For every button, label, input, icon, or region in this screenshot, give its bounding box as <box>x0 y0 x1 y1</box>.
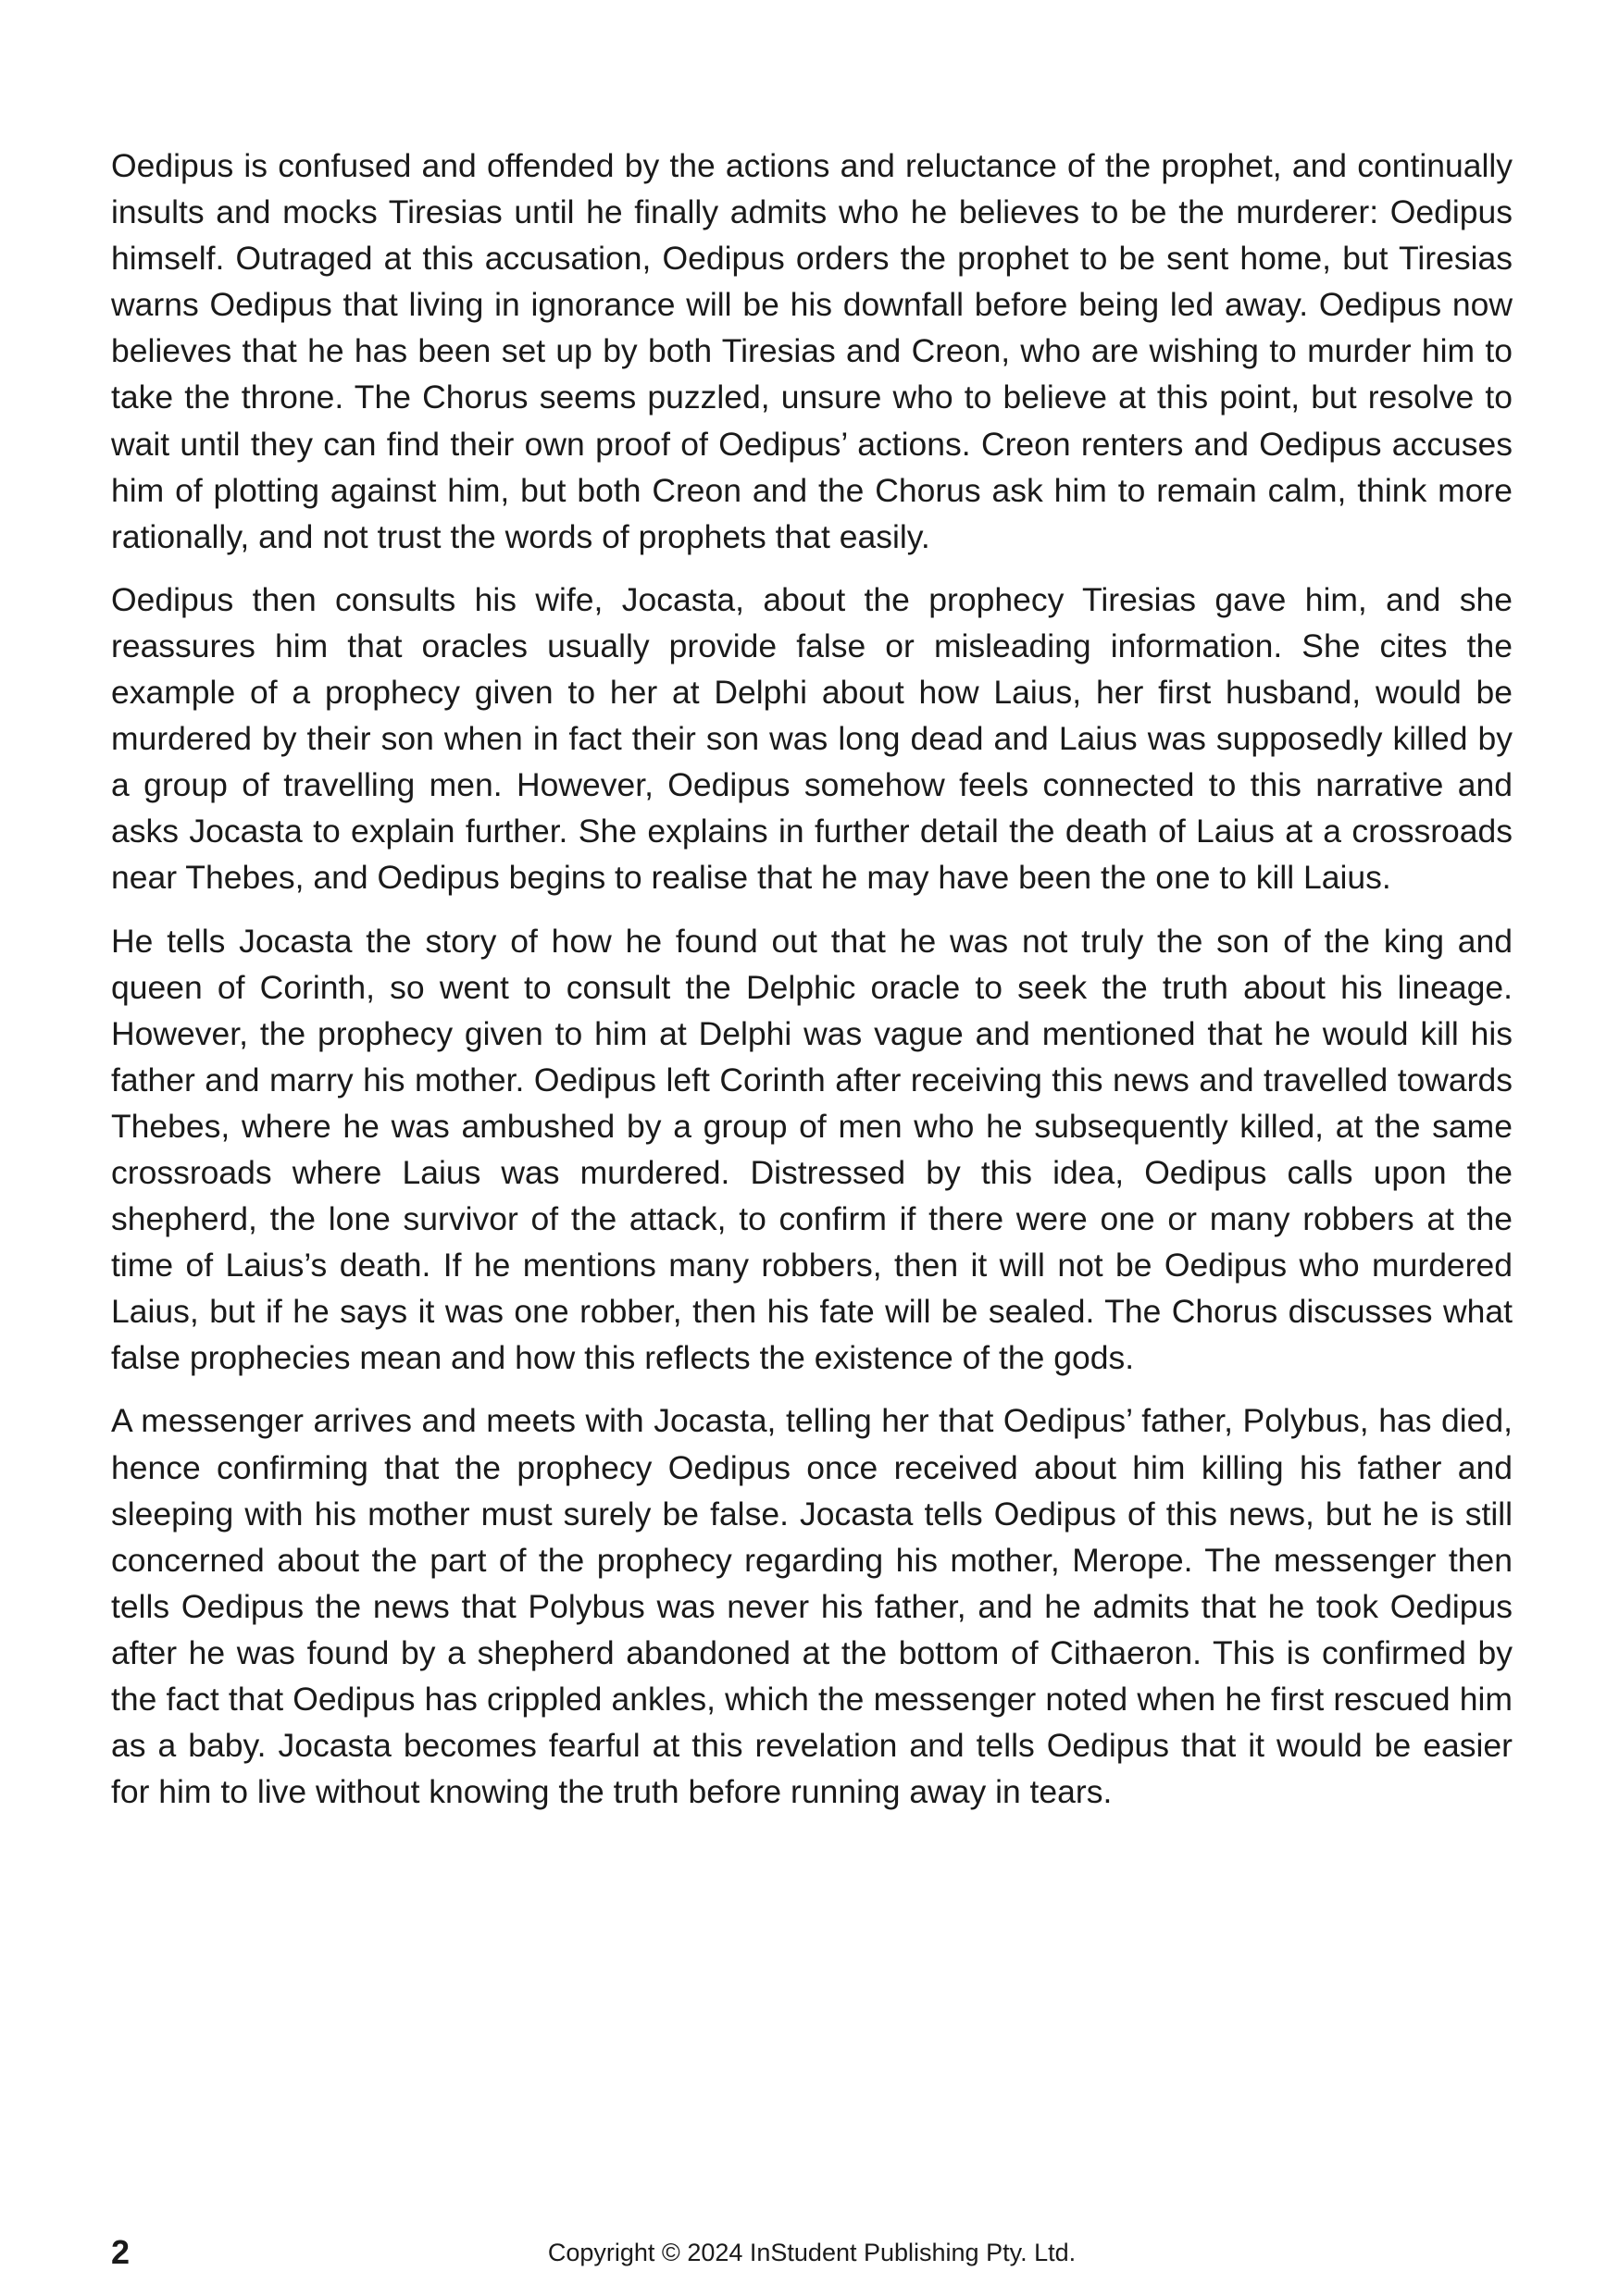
paragraph-oedipus-story: He tells Jocasta the story of how he found out that he was not truly the son of the king and queen of Corinth, so went to consult the Delphic oracle to seek the truth about his lineage. However, the prophecy given to him at Delphi was vague and mentioned that he would kill his father and marry his mother. Oedipus left Corinth after receiving this news and travelled towards Thebes, where he was ambushed by a group of men who he subsequently killed, at the same crossroads where Laius was murdered. Distressed by this idea, Oedipus calls upon the shepherd, the lone survivor of the attack, to confirm if there were one or many robbers at the time of Laius’s death. If he mentions many robbers, then it will not be Oedipus who murdered Laius, but if he says it was one robber, then his fate will be sealed. The Chorus discusses what false prophecies mean and how this reflects the existence of the gods. <box>111 922 1513 1377</box>
paragraph-jocasta-reassurance: Oedipus then consults his wife, Jocasta, about the prophecy Tiresias gave him, and she reassures him that oracles usually provide false or misleading information. She cites the example of a prophecy given to her at Delphi about how Laius, her first husband, would be murdered by their son when in fact their son was long dead and Laius was supposedly killed by a group of travelling men. However, Oedipus somehow feels connected to this narrative and asks Jocasta to explain further. She explains in further detail the death of Laius at a crossroads near Thebes, and Oedipus begins to realise that he may have been the one to kill Laius. <box>111 580 1513 897</box>
paragraph-messenger-news: A messenger arrives and meets with Jocasta, telling her that Oedipus’ father, Polybus, has died, hence confirming that the prophecy Oedipus once received about him killing his father and sleeping with his mother must surely be false. Jocasta tells Oedipus of this news, but he is still concerned about the part of the prophecy regarding his mother, Merope. The messenger then tells Oedipus the news that Polybus was never his father, and he admits that he took Oedipus after he was found by a shepherd abandoned at the bottom of Cithaeron. This is confirmed by the fact that Oedipus has crippled ankles, which the messenger noted when he first rescued him as a baby. Jocasta becomes fearful at this revelation and tells Oedipus that it would be easier for him to live without knowing the truth before running away in tears. <box>111 1402 1513 1811</box>
body-text <box>111 143 1513 1831</box>
page-number: 2 <box>111 2233 131 2271</box>
page-footer <box>111 2230 1513 2275</box>
paragraph-tiresias-accusation: Oedipus is confused and offended by the actions and reluctance of the prophet, and continually insults and mocks Tiresias until he finally admits who he believes to be the murderer: Oedipus himself. Outraged at this accusation, Oedipus orders the prophet to be sent home, but Tiresias warns Oedipus that living in ignorance will be his downfall before being led away. Oedipus now believes that he has been set up by both Tiresias and Creon, who are wishing to murder him to take the throne. The Chorus seems puzzled, unsure who to believe at this point, but resolve to wait until they can find their own proof of Oedipus’ actions. Creon renters and Oedipus accuses him of plotting against him, but both Creon and the Chorus ask him to remain calm, think more rationally, and not trust the words of prophets that easily. <box>111 147 1513 555</box>
copyright-notice: Copyright © 2024 InStudent Publishing Pty. Ltd. <box>547 2239 1077 2266</box>
